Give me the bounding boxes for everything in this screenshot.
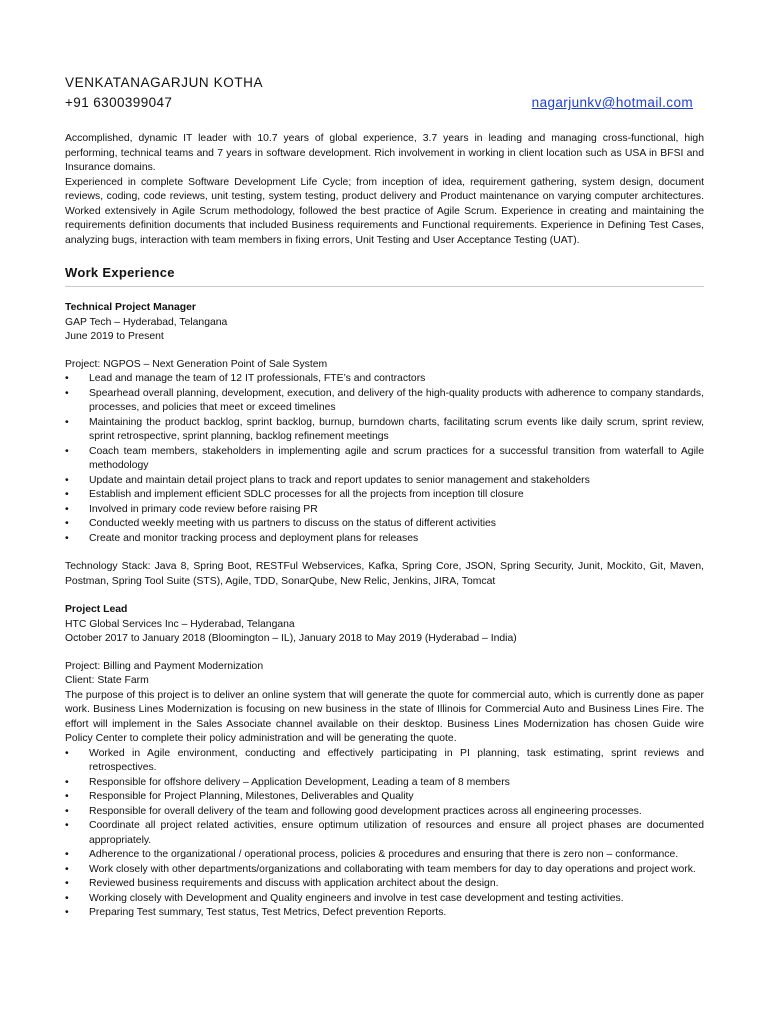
professional-summary: [65, 132, 704, 248]
bullet-icon: •: [65, 387, 69, 399]
bullet-icon: •: [65, 805, 69, 817]
list-item: • Work closely with other departments/organizations and collaborating with team members for day to day operations and project work.: [65, 863, 704, 878]
list-item: • Lead and manage the team of 12 IT professionals, FTE’s and contractors: [65, 372, 704, 387]
bullet-icon: •: [65, 503, 69, 515]
job-company: HTC Global Services Inc – Hyderabad, Telangana: [65, 618, 295, 630]
candidate-name: VENKATANAGARJUN KOTHA: [65, 75, 264, 90]
bullet-icon: •: [65, 416, 69, 428]
list-item: • Worked in Agile environment, conducting and effectively participating in PI planning, task estimating, sprint reviews and retrospectives.: [65, 747, 704, 773]
bullet-icon: •: [65, 878, 69, 889]
project-name: Project: NGPOS – Next Generation Point of Sale System: [65, 358, 328, 370]
bullet-icon: •: [65, 892, 69, 904]
list-item: • Reviewed business requirements and discuss with application architect about the design.: [65, 877, 704, 892]
bullet-icon: •: [65, 518, 69, 529]
summary-paragraph-2: Experienced in complete Software Development Life Cycle; from inception of idea, requirement gathering, system design, document reviews, coding, code reviews, unit testing, system testing, product delivery and Product maintenance on varying computer architectures. Worked extensively in Agile Scrum methodology, followed the best practice of Agile Scrum. Experience in creating and maintaining the requirements definition documents that included Business requirements and Functional requirements. Experience in Defining Test Cases, analyzing bugs, interaction with team members in fixing errors, Unit Testing and User Acceptance Testing (UAT).: [65, 176, 704, 246]
bullet-icon: •: [65, 474, 69, 486]
list-item: • Responsible for overall delivery of the team and following good development practices across all engineering processes.: [65, 805, 704, 820]
list-item: • Preparing Test summary, Test status, Test Metrics, Defect prevention Reports.: [65, 906, 704, 921]
project-description: The purpose of this project is to deliver an online system that will generate the quote for commercial auto, which is currently done as paper work. Business Lines Modernization is focusing on new business in the state of Illinois for Commercial Auto and Business Lines Fire. The effort will implement in the Sales Associate channel available on their desktop. Business Lines Modernization has chosen Guide wire Policy Center to complete their policy administration and will be generating the quote.: [65, 689, 704, 744]
list-item: • Involved in primary code review before raising PR: [65, 503, 704, 518]
work-experience-heading: Work Experience: [65, 264, 704, 287]
bullet-icon: •: [65, 532, 69, 544]
bullet-icon: •: [65, 849, 69, 860]
job-dates: October 2017 to January 2018 (Bloomington – IL), January 2018 to May 2019 (Hyderabad – India): [65, 633, 517, 644]
list-item: • Maintaining the product backlog, sprint backlog, burnup, burndown charts, facilitating scrum events like daily scrum, sprint review, sprint retrospective, sprint planning, backlog refinement meetings: [65, 416, 704, 442]
technology-stack: Technology Stack: Java 8, Spring Boot, RESTFul Webservices, Kafka, Spring Core, JSON, Spring Security, Junit, Mockito, Git, Maven, Postman, Spring Tool Suite (STS), Agile, TDD, SonarQube, New Relic, Jenkins, JIRA, Tomcat: [65, 561, 704, 587]
bullet-icon: •: [65, 747, 69, 759]
list-item: • Coordinate all project related activities, ensure optimum utilization of resources and ensure all project phases are documented appropriately.: [65, 820, 704, 846]
bullet-icon: •: [65, 907, 69, 918]
project-name: Project: Billing and Payment Modernization: [65, 660, 264, 672]
bullet-icon: •: [65, 445, 69, 457]
job-entry: [65, 603, 704, 921]
phone-number: +91 6300399047: [65, 95, 173, 110]
bullet-icon: •: [65, 791, 69, 802]
job-title: Technical Project Manager: [65, 302, 196, 313]
job-dates: June 2019 to Present: [65, 331, 164, 342]
client-name: Client: State Farm: [65, 675, 149, 686]
bullet-icon: •: [65, 776, 69, 788]
list-item: • Adherence to the organizational / operational process, policies & procedures and ensuring that there is zero non – conformance.: [65, 848, 704, 863]
list-item: • Responsible for Project Planning, Milestones, Deliverables and Quality: [65, 790, 704, 805]
bullet-icon: •: [65, 863, 69, 875]
bullet-icon: •: [65, 489, 69, 500]
list-item: • Update and maintain detail project plans to track and report updates to senior management and stakeholders: [65, 474, 704, 489]
list-item: • Working closely with Development and Quality engineers and involve in test case development and testing activities.: [65, 892, 704, 907]
list-item: • Establish and implement efficient SDLC processes for all the projects from inception till closure: [65, 488, 704, 503]
list-item: • Conducted weekly meeting with us partners to discuss on the status of different activities: [65, 517, 704, 532]
bullet-icon: •: [65, 820, 69, 831]
list-item: • Responsible for offshore delivery – Application Development, Leading a team of 8 members: [65, 776, 704, 791]
job-entry: [65, 301, 704, 589]
job-title: Project Lead: [65, 604, 128, 615]
bullet-icon: •: [65, 373, 69, 384]
email-link[interactable]: nagarjunkv@hotmail.com: [531, 95, 693, 110]
contact-row: [65, 94, 704, 112]
list-item: • Create and monitor tracking process and deployment plans for releases: [65, 532, 704, 547]
responsibility-list: [65, 372, 704, 546]
list-item: • Coach team members, stakeholders in implementing agile and scrum practices for a successful transition from waterfall to Agile methodology: [65, 445, 704, 471]
summary-paragraph-1: Accomplished, dynamic IT leader with 10.7 years of global experience, 3.7 years in leading and managing cross-functional, high performing, technical teams and 7 years in software development. Rich involvement in working in client location such as USA in BFSI and Insurance domains.: [65, 133, 704, 173]
responsibility-list: [65, 747, 704, 921]
job-company: GAP Tech – Hyderabad, Telangana: [65, 316, 228, 328]
list-item: • Spearhead overall planning, development, execution, and delivery of the high-quality products with adherence to company standards, processes, and policies that meet or exceed timelines: [65, 387, 704, 413]
